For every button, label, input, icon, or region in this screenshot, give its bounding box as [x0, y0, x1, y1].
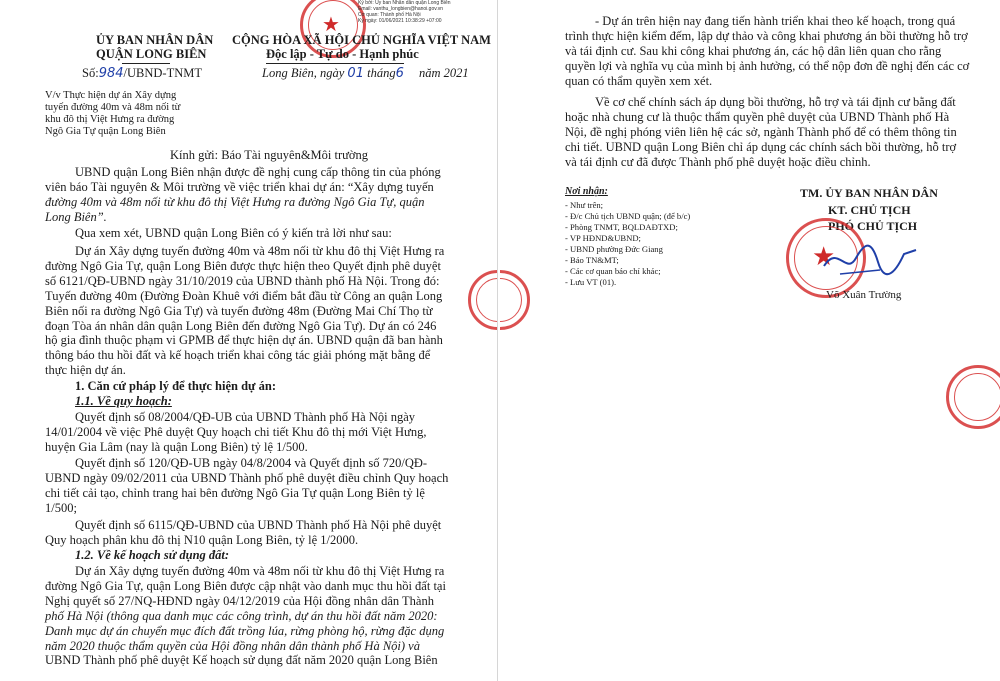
text-line: hộ gia đình thuộc phạm vi GPMB để thực hiện dự án. UBND quận đã ban hành — [45, 333, 443, 348]
right-paragraph-2 — [565, 95, 957, 170]
signature-title-1: TM. ỦY BAN NHÂN DÂN — [800, 186, 938, 200]
subject-line: tuyến đường 40m và 48m nối từ — [45, 102, 181, 113]
recipients-title: Nơi nhận: — [565, 186, 608, 197]
text-line: Dự án Xây dựng tuyến đường 40m và 48m nối từ khu đô thị Việt Hưng ra — [75, 564, 445, 578]
text-line: Nghị quyết số 27/NQ-HĐND ngày 04/12/2019 của Hội đồng nhân dân Thành — [45, 593, 434, 608]
greeting: Kính gửi: Báo Tài nguyên&Môi trường — [170, 148, 369, 162]
signature-title-2: KT. CHỦ TỊCH — [828, 203, 911, 217]
text-line: đường Ngô Gia Tự, quận Long Biên được thực hiện theo Quyết định phê duyệt — [45, 258, 441, 273]
text-line: Quyết định số 120/QĐ-UB ngày 04/8/2004 và Quyết định số 720/QĐ- — [75, 456, 428, 470]
text-line: chi tiết. UBND quận Long Biên chỉ áp dụng các chính sách bồi thường, hỗ trợ — [565, 140, 957, 154]
text-line: hoặc nhà chung cư là thuộc thẩm quyền phê duyệt của UBND Thành phố Hà — [565, 110, 950, 124]
date-place: Long Biên, ngày — [262, 66, 345, 80]
org-line-2: QUẬN LONG BIÊN — [96, 47, 207, 61]
recipient-item: - VP HĐND&UBND; — [565, 233, 641, 243]
handwritten-signature-icon — [820, 236, 920, 286]
text-line: đường Ngô Gia Tự, quận Long Biên được cập nhật vào danh mục thu hồi đất tại — [45, 578, 446, 593]
org-underline — [122, 63, 170, 64]
intro-paragraph — [45, 165, 441, 225]
text-line: năm 2020 thuộc thẩm quyền của Hội đồng nhân dân thành phố Hà Nội) và — [45, 638, 420, 653]
text-line: UBND ngày 09/02/2011 của UBND Thành phố phê duyệt điều chỉnh Quy hoạch — [45, 470, 449, 485]
section-1-heading: 1. Căn cứ pháp lý để thực hiện dự án: — [75, 379, 277, 393]
right-paragraph-1 — [565, 14, 969, 89]
text-line: huyện Gia Lâm (nay là quận Long Biên) tỷ lệ 1/500. — [45, 439, 308, 454]
red-stamp-edge-top — [500, 270, 530, 330]
document-number — [82, 66, 202, 81]
seal-star-icon: ★ — [812, 242, 836, 272]
date-day: 01 — [347, 66, 364, 81]
signature-meta-2: Email: vanthu_longbien@hanoi.gov.vn — [358, 6, 444, 12]
text-line: viên báo Tài nguyên & Môi trường về việc triển khai dự án: “Xây dựng tuyến — [45, 179, 434, 194]
date-month: 6 — [395, 66, 404, 81]
intro-2: Qua xem xét, UBND quận Long Biên có ý kiến trả lời như sau: — [75, 226, 392, 240]
text-line: Long Biên”. — [45, 209, 107, 224]
signature-meta-4: Ký ngày: 01/06/2021 10:38:29 +07:00 — [358, 18, 442, 24]
signature-title-3: PHÓ CHỦ TỊCH — [828, 219, 918, 233]
text-line: Quyết định số 08/2004/QĐ-UB của UBND Thành phố Hà Nội ngày — [75, 410, 416, 424]
doc-no-handwritten: 984 — [98, 66, 124, 81]
text-line: thông báo thu hồi đất và kế hoạch triển khai công tác giải phóng mặt bằng để — [45, 348, 431, 363]
text-line: - Dự án trên hiện nay đang tiến hành triển khai theo kế hoạch, trong quá — [595, 14, 956, 28]
decision-1 — [45, 410, 426, 455]
text-line: quyền lợi và nghĩa vụ của mình bị ảnh hưởng, có thể nộp đơn đề nghị đến các cơ — [565, 59, 970, 73]
decision-3 — [45, 518, 441, 548]
text-line: thực hiện dự án. — [45, 363, 126, 378]
text-line: UBND Thành phố phê duyệt Kế hoạch sử dụng đất năm 2020 quận Long Biên — [45, 653, 438, 668]
recipient-item: - Phòng TNMT, BQLDAĐTXD; — [565, 222, 678, 232]
text-line: đường 40m và 48m nối từ khu đô thị Việt Hưng ra đường Ngô Gia Tự, quận — [45, 194, 425, 209]
text-line: chi tiết cải tạo, chỉnh trang hai bên đường Ngô Gia Tự quận Long Biên tỷ lệ — [45, 485, 425, 500]
subject-line: khu đô thị Việt Hưng ra đường — [45, 114, 175, 125]
subject-line: V/v Thực hiện dự án Xây dựng — [45, 90, 177, 101]
date-month-label: tháng — [367, 66, 396, 80]
document-page-1 — [0, 0, 498, 681]
signature-meta-1: Ký bởi: Ủy ban Nhân dân quận Long Biên — [358, 0, 451, 6]
text-line: Quyết định số 6115/QĐ-UBND của UBND Thành phố Hà Nội phê duyệt — [75, 518, 442, 532]
nation-underline — [266, 63, 404, 64]
signer-name: Võ Xuân Trường — [826, 289, 902, 301]
section-1-1-heading: 1.1. Về quy hoạch: — [75, 394, 172, 408]
text-line: Quy hoạch phân khu đô thị N10 quận Long Biên, tỷ lệ 1/2000. — [45, 532, 359, 547]
text-line: Dự án Xây dựng tuyến đường 40m và 48m nối từ khu đô thị Việt Hưng ra — [75, 244, 445, 258]
land-plan-paragraph — [45, 564, 446, 668]
text-line: quan có thẩm quyền xem xét. — [565, 74, 713, 88]
text-line: và tái định cư đã được Thành phố phê duyệt hoặc điều chỉnh. — [565, 155, 871, 169]
text-line: phố Hà Nội (thông qua danh mục các công trình, dự án thu hồi đất năm 2020: — [45, 608, 438, 623]
recipient-item: - Như trên; — [565, 200, 604, 210]
text-line: trình thực hiện kiểm đếm, lập dự thảo và công khai phương án bồi thường hỗ trợ — [565, 29, 968, 43]
text-line: 1/500; — [45, 500, 77, 515]
recipient-item: - Đ/c Chủ tịch UBND quận; (để b/c) — [565, 211, 691, 221]
stamp-star-icon: ★ — [322, 12, 340, 36]
org-line-1: ỦY BAN NHÂN DÂN — [96, 33, 214, 47]
text-line: 14/01/2004 về việc Phê duyệt Quy hoạch chi tiết Khu đô thị mới Việt Hưng, — [45, 424, 427, 439]
signature-meta-3: Cơ quan: Thành phố Hà Nội — [358, 12, 421, 18]
red-stamp-edge — [468, 270, 498, 330]
text-line: UBND quận Long Biên nhận được đề nghị cung cấp thông tin của phóng — [75, 165, 441, 179]
nation-line-2: Độc lập - Tự do - Hạnh phúc — [266, 47, 419, 61]
text-line: Nội, đề nghị phóng viên liên hệ các sở, ngành Thành phố để có thêm thông tin — [565, 125, 957, 139]
recipient-item: - Các cơ quan báo chí khác; — [565, 266, 661, 276]
decision-2 — [45, 456, 448, 516]
project-paragraph — [45, 244, 444, 378]
document-date — [262, 66, 469, 81]
text-line: số 6121/QĐ-UBND ngày 31/10/2019 của UBND thành phố Hà Nội. Trong đó: — [45, 273, 440, 288]
text-line: Danh mục dự án chuyển mục đích đất trồng lúa, rừng phòng hộ, rừng đặc dụng — [45, 623, 445, 638]
doc-no-suffix: /UBND-TNMT — [123, 66, 202, 80]
subject-line: Ngô Gia Tự quận Long Biên — [45, 126, 166, 137]
date-year: năm 2021 — [418, 66, 469, 80]
nation-line-1: CỘNG HÒA XÃ HỘI CHỦ NGHĨA VIỆT NAM — [232, 33, 491, 47]
text-line: Biên nối ra đường Ngô Gia Tự) và tuyến đường 48m (Đường Mai Chí Thọ từ — [45, 303, 433, 318]
text-line: đoạn Tòa án nhân dân quận Long Biên đến đường Ngô Gia Tự). Dự án có 246 — [45, 318, 437, 333]
recipient-item: - Lưu VT (01). — [565, 277, 617, 287]
red-stamp-edge-bottom — [946, 365, 1000, 429]
recipient-item: - Báo TN&MT; — [565, 255, 619, 265]
recipient-item: - UBND phường Đức Giang — [565, 244, 663, 254]
document-subject — [45, 90, 180, 138]
text-line: Về cơ chế chính sách áp dụng bồi thường, hỗ trợ và tái định cư bằng đất — [595, 95, 956, 109]
text-line: và tái định cư. Sau khi công khai phương án, các hộ dân liên quan cho rằng — [565, 44, 942, 58]
text-line: Tuyến đường 40m (Đường Đoàn Khuê với điểm bắt đầu từ Công an quận Long — [45, 288, 443, 303]
section-1-2-heading: 1.2. Về kế hoạch sử dụng đất: — [75, 548, 230, 562]
doc-no-prefix: Số: — [82, 66, 99, 80]
